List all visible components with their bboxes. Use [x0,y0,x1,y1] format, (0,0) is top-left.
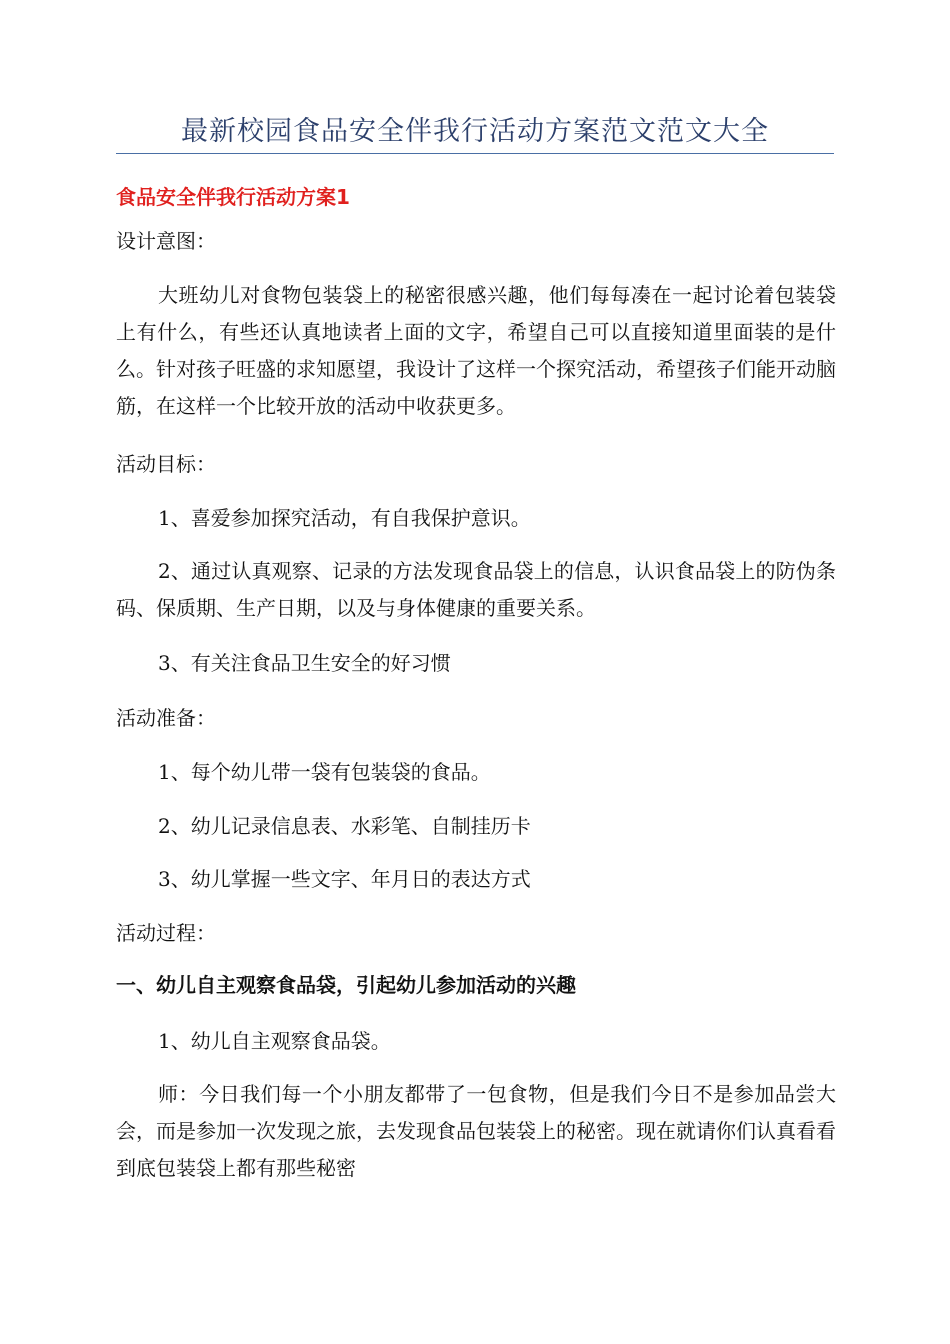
design-intent-label: 设计意图： [116,229,216,253]
process-label: 活动过程： [116,921,216,945]
preparation-item-2: 2、幼儿记录信息表、水彩笔、自制挂历卡 [158,814,531,838]
design-intent-paragraph: 大班幼儿对食物包装袋上的秘密很感兴趣，他们每每凑在一起讨论着包装袋上有什么，有些还认真地读者上面的文字，希望自己可以直接知道里面装的是什么。针对孩子旺盛的求知愿望，我设计了这样一个探究活动，希望孩子们能开动脑筋，在这样一个比较开放的活动中收获更多。 [116,283,836,418]
goal-item-3: 3、有关注食品卫生安全的好习惯 [158,651,451,675]
title-underline [116,153,834,154]
goals-label: 活动目标： [116,452,216,476]
section-heading: 食品安全伴我行活动方案1 [116,185,350,209]
preparation-item-1: 1、每个幼儿带一袋有包装袋的食品。 [158,760,491,784]
goal-item-1: 1、喜爱参加探究活动，有自我保护意识。 [158,506,531,530]
preparation-item-3: 3、幼儿掌握一些文字、年月日的表达方式 [158,867,531,891]
process-step-1-heading: 一、幼儿自主观察食品袋，引起幼儿参加活动的兴趣 [116,973,576,997]
goal-item-2: 2、通过认真观察、记录的方法发现食品袋上的信息，认识食品袋上的防伪条码、保质期、生产日期，以及与身体健康的重要关系。 [116,559,836,620]
process-step-1-sub: 1、幼儿自主观察食品袋。 [158,1029,391,1053]
teacher-paragraph: 师：今日我们每一个小朋友都带了一包食物，但是我们今日不是参加品尝大会，而是参加一次发现之旅，去发现食品包装袋上的秘密。现在就请你们认真看看到底包装袋上都有那些秘密 [116,1082,836,1180]
preparation-label: 活动准备： [116,706,216,730]
document-title: 最新校园食品安全伴我行活动方案范文范文大全 [181,116,769,147]
